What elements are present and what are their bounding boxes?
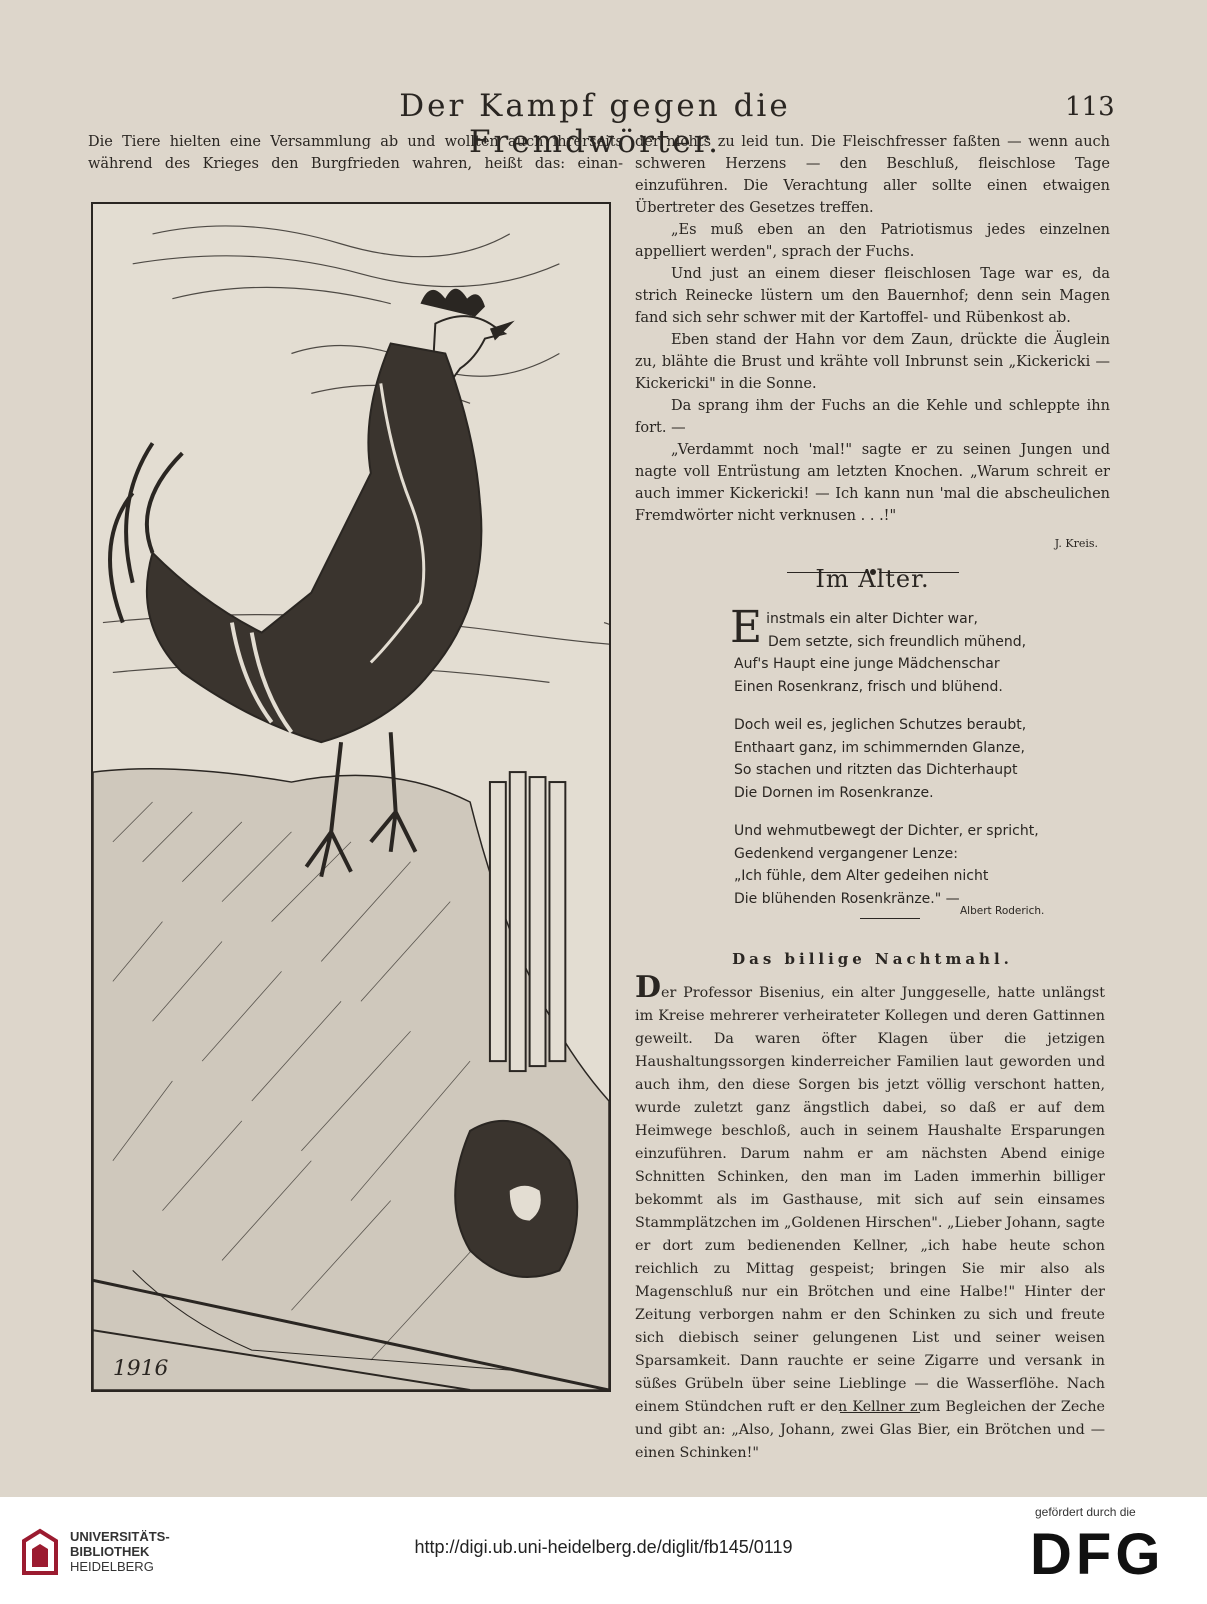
story-text [635, 970, 1105, 1465]
poem-line: Gedenkend vergangener Lenze: [734, 845, 958, 862]
poem-line: Einen Rosenkranz, frisch und blühend. [734, 678, 1003, 695]
funded-by-label: gefördert durch die [1035, 1505, 1136, 1519]
poem-line: Die Dornen im Rosenkranze. [734, 784, 934, 801]
page-title: Der Kampf gegen die Fremdwörter. [399, 88, 791, 160]
story-paragraph: Da sprang ihm der Fuchs an die Kehle und schleppte ihn fort. — [635, 398, 1110, 436]
rooster-illustration [91, 202, 611, 1392]
poem-stanza [734, 714, 1104, 804]
rooster-drawing [93, 204, 609, 1390]
poem-line: Dem setzte, sich freundlich mühend, [768, 633, 1027, 650]
story-paragraph: der nichts zu leid tun. Die Fleischfresser faßten — wenn auch schweren Herzens — den Beschluß, fleischlose Tage einzuführen. Die Verachtung aller sollte einen etwaigen Übertreter des Gesetzes treffen. [635, 134, 1110, 216]
story-dropcap: D [635, 970, 662, 1005]
page-number: 113 [1065, 92, 1115, 122]
poem-stanza [734, 820, 1104, 910]
poem-line: So stachen und ritzten das Dichterhaupt [734, 762, 1018, 778]
library-name-line: HEIDELBERG [70, 1559, 154, 1574]
permalink-url[interactable]: http://digi.ub.uni-heidelberg.de/diglit/fb145/0119 [414, 1537, 793, 1557]
poem-line: „Ich fühle, dem Alter gedeihen nicht [734, 868, 989, 884]
story-paragraph: Eben stand der Hahn vor dem Zaun, drückte die Äuglein zu, blähte die Brust und krähte voll Inbrunst sein „Kickericki — Kickericki" in die Sonne. [635, 332, 1110, 392]
footer-bar [0, 1497, 1207, 1604]
story-title: Das billige Nachtmahl. [732, 950, 1013, 968]
poem-line: Und wehmutbewegt der Dichter, er spricht, [734, 823, 1039, 839]
story-paragraph: „Verdammt noch 'mal!" sagte er zu seinen Jungen und nagte voll Entrüstung am letzten Knochen. „Warum schreit er auch immer Kickericki! — Ich kann nun 'mal die abscheulichen Fremdwörter nicht verknusen . . .!" [635, 442, 1110, 524]
story-continuation [635, 131, 1110, 589]
end-divider [840, 1412, 920, 1413]
poem-dropcap: E [730, 602, 763, 653]
story-paragraph: „Es muß eben an den Patriotismus jedes einzelnen appelliert werden", sprach der Fuchs. [635, 222, 1110, 260]
library-name-line: BIBLIOTHEK [70, 1544, 150, 1559]
poem-line: instmals ein alter Dichter war, [766, 611, 978, 627]
dfg-logo: DFG [1030, 1522, 1165, 1587]
divider-ornament [860, 918, 920, 919]
library-name-line: UNIVERSITÄTS- [70, 1529, 170, 1544]
story-paragraph: Und just an einem dieser fleischlosen Tage war es, da strich Reinecke lüstern um den Bauernhof; denn sein Magen fand sich sehr schwer mit der Kartoffel- und Rübenkost ab. [635, 266, 1110, 326]
artist-signature: 1916 [112, 1356, 169, 1382]
poem [730, 602, 1104, 926]
story-body: er Professor Bisenius, ein alter Junggeselle, hatte unlängst im Kreise mehrerer verheirateter Kollegen und deren Gattinnen geweilt. Da waren öfter Klagen über die jetzigen Haushaltungssorgen kinderreicher Familien laut geworden und auch ihm, den diese Sorgen bis jetzt völlig verschont hatten, wurde zuletzt ganz ängstlich dabei, so daß er auf dem Heimwege beschloß, auch in seinem Haushalte Ersparungen einzuführen. Darum nahm er am nächsten Abend einige Schnitten Schinken, den man im Laden immerhin billiger bekommt als im Gasthause, mit sich auf sein einsames Stammplätzchen im „Goldenen Hirschen". „Lieber Johann, sagte er dort zum bedienenden Kellner, „ich habe heute schon reichlich zu Mittag gespeist; bringen Sie mir also als Magenschluß nur ein Brötchen und eine Halbe!" Hinter der Zeitung verborgen nahm er den Schinken zu sich und freute sich diebisch seiner gelungenen List und seiner weisen Sparsamkeit. Dann rauchte er seine Zigarre und versank in süßes Grübeln über seine Lieblinge — die Wasserflöhe. Nach einem Stündchen ruft er den Kellner zum Begleichen der Zeche und gibt an: „Also, Johann, zwei Glas Bier, ein Brötchen und — einen Schinken!" [635, 985, 1105, 1461]
story-intro: Die Tiere hielten eine Versammlung ab und wollten auch ihrerseits während des Krieges den Burgfrieden wahren, heißt das: einan- [88, 134, 623, 172]
poem-line: Enthaart ganz, im schimmernden Glanze, [734, 739, 1025, 756]
story-author: J. Kreis. [1054, 537, 1098, 550]
library-name [70, 1529, 170, 1574]
poem-author: Albert Roderich. [960, 905, 1045, 917]
poem-stanza [730, 602, 1104, 698]
poem-title: Im Alter. [815, 565, 930, 593]
poem-line: Die blühenden Rosenkränze." — [734, 890, 960, 907]
poem-line: Doch weil es, jeglichen Schutzes beraubt, [734, 717, 1027, 733]
university-library-logo-icon [20, 1527, 60, 1577]
poem-line: Auf's Haupt eine junge Mädchenschar [734, 656, 1000, 672]
